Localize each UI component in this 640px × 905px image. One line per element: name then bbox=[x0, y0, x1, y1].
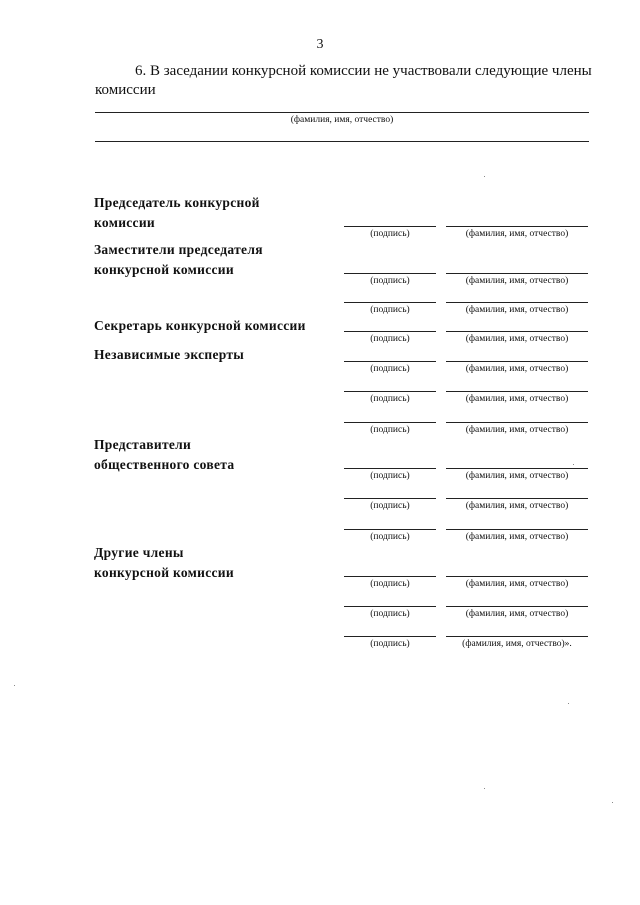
signature-caption: (подпись) bbox=[370, 229, 410, 239]
signature-line bbox=[344, 576, 436, 577]
role-deputies-line-1: Заместители председателя bbox=[94, 242, 263, 257]
role-public-council-line-2: общественного совета bbox=[94, 457, 235, 472]
signature-caption: (подпись) bbox=[370, 394, 410, 404]
scan-speck bbox=[568, 703, 569, 704]
role-chairman-line-1: Председатель конкурсной bbox=[94, 195, 260, 210]
scan-speck bbox=[612, 802, 613, 803]
scan-speck bbox=[484, 176, 485, 177]
signature-line bbox=[344, 529, 436, 530]
name-caption: (фамилия, имя, отчество) bbox=[465, 579, 569, 589]
name-caption: (фамилия, имя, отчество) bbox=[465, 229, 569, 239]
signature-line bbox=[344, 273, 436, 274]
signature-line bbox=[344, 361, 436, 362]
signature-line bbox=[344, 422, 436, 423]
name-line bbox=[446, 636, 588, 637]
name-caption: (фамилия, имя, отчество) bbox=[465, 276, 569, 286]
fio-caption: (фамилия, имя, отчество) bbox=[290, 115, 394, 125]
name-line bbox=[446, 273, 588, 274]
page-number: 3 bbox=[316, 37, 324, 52]
role-chairman bbox=[94, 193, 260, 233]
signature-caption: (подпись) bbox=[370, 639, 410, 649]
name-line bbox=[446, 468, 588, 469]
signature-line bbox=[344, 226, 436, 227]
signature-caption: (подпись) bbox=[370, 471, 410, 481]
signature-line bbox=[344, 498, 436, 499]
signature-caption: (подпись) bbox=[370, 532, 410, 542]
signature-caption: (подпись) bbox=[370, 579, 410, 589]
name-caption: (фамилия, имя, отчество) bbox=[465, 471, 569, 481]
absent-member-line bbox=[95, 112, 589, 113]
role-deputies bbox=[94, 240, 263, 280]
name-caption: (фамилия, имя, отчество) bbox=[465, 532, 569, 542]
name-line bbox=[446, 226, 588, 227]
name-line bbox=[446, 391, 588, 392]
name-caption: (фамилия, имя, отчество) bbox=[465, 501, 569, 511]
name-caption: (фамилия, имя, отчество) bbox=[465, 305, 569, 315]
signature-caption: (подпись) bbox=[370, 276, 410, 286]
signature-line bbox=[344, 391, 436, 392]
scan-speck bbox=[484, 788, 485, 789]
name-caption: (фамилия, имя, отчество) bbox=[465, 609, 569, 619]
signature-caption: (подпись) bbox=[370, 501, 410, 511]
signature-line bbox=[344, 636, 436, 637]
name-line bbox=[446, 606, 588, 607]
signature-line bbox=[344, 302, 436, 303]
name-line bbox=[446, 422, 588, 423]
name-caption: (фамилия, имя, отчество) bbox=[465, 334, 569, 344]
role-secretary: Секретарь конкурсной комиссии bbox=[94, 318, 306, 333]
absent-member-line bbox=[95, 141, 589, 142]
role-other-members bbox=[94, 543, 234, 583]
name-line bbox=[446, 331, 588, 332]
signature-caption: (подпись) bbox=[370, 609, 410, 619]
name-line bbox=[446, 529, 588, 530]
name-caption: (фамилия, имя, отчество) bbox=[465, 364, 569, 374]
role-public-council-line-1: Представители bbox=[94, 437, 192, 452]
name-line bbox=[446, 302, 588, 303]
role-other-members-line-1: Другие члены bbox=[94, 545, 184, 560]
scan-speck bbox=[14, 685, 15, 686]
name-caption: (фамилия, имя, отчество) bbox=[465, 394, 569, 404]
role-other-members-line-2: конкурсной комиссии bbox=[94, 565, 234, 580]
paragraph-absent-members bbox=[95, 62, 595, 100]
signature-caption: (подпись) bbox=[370, 334, 410, 344]
role-chairman-line-2: комиссии bbox=[94, 215, 156, 230]
name-line bbox=[446, 361, 588, 362]
signature-line bbox=[344, 331, 436, 332]
signature-caption: (подпись) bbox=[370, 305, 410, 315]
name-caption: (фамилия, имя, отчество) bbox=[465, 425, 569, 435]
paragraph-line-2: комиссии bbox=[95, 82, 156, 98]
paragraph-line-1: 6. В заседании конкурсной комиссии не участвовали следующие члены bbox=[135, 63, 592, 79]
role-experts: Независимые эксперты bbox=[94, 347, 245, 362]
signature-line bbox=[344, 468, 436, 469]
role-public-council bbox=[94, 435, 234, 475]
signature-line bbox=[344, 606, 436, 607]
name-line bbox=[446, 576, 588, 577]
scan-speck bbox=[573, 464, 574, 465]
name-caption: (фамилия, имя, отчество)». bbox=[462, 639, 572, 649]
name-line bbox=[446, 498, 588, 499]
role-deputies-line-2: конкурсной комиссии bbox=[94, 262, 234, 277]
signature-caption: (подпись) bbox=[370, 425, 410, 435]
signature-caption: (подпись) bbox=[370, 364, 410, 374]
